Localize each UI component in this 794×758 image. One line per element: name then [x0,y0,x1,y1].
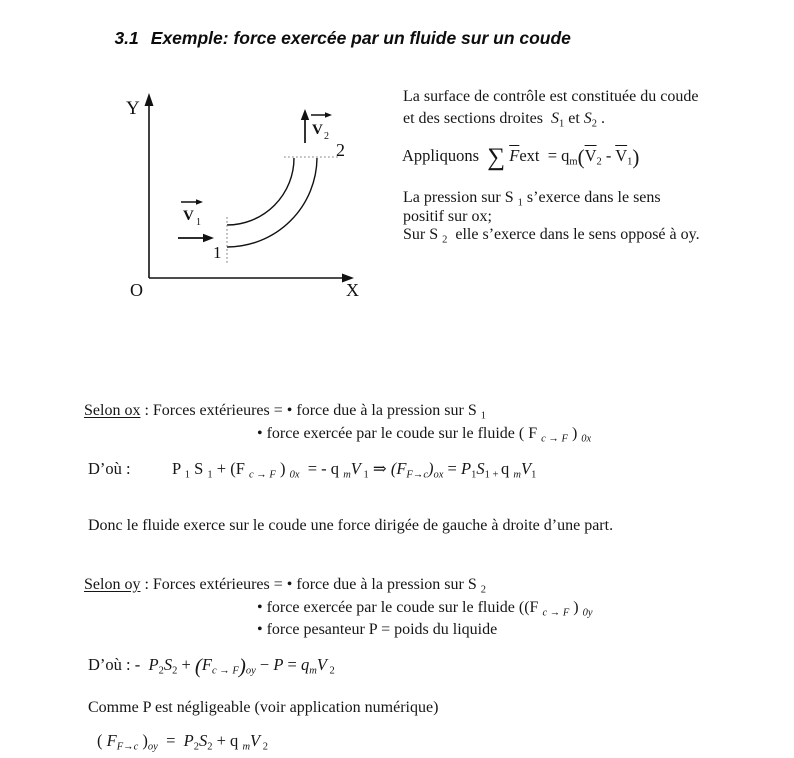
v1-flow-arrowhead-icon [203,234,214,242]
section-number: 3.1 [114,28,139,48]
v2-label-overarrow-head-icon [325,112,332,117]
origin-label: O [130,280,143,300]
dou-ox-equation: P $_1$ S $_1$ + (F $_{c \to F}$ ) $_{0x}$ = - q $_m$V $_1$ ⇒ $(F_{F\to c})_{ox} = P_1S_{1 +}$ q $_mV_1$ [172,459,537,481]
section-title-text: Exemple: force exercée par un fluide sur un coude [150,28,571,48]
v1-label-subscript: 1 [196,217,201,228]
y-axis-arrowhead-icon [145,93,154,106]
elbow-inner-wall-arc [227,158,294,225]
pressure-paragraph-line1: La pression sur S $_1$ s’exerce dans le sens [403,189,661,209]
elbow-outer-wall-arc [227,158,317,247]
v2-label: V [312,122,323,138]
selon-ox-line1: Selon ox : Forces extérieures = • force due à la pression sur S $_1$ [84,402,487,422]
donc-sentence: Donc le fluide exerce sur le coude une force dirigée de gauche à droite d’une part. [88,517,614,534]
v1-label: V [183,208,194,224]
pressure-paragraph-line2: positif sur ox; [403,208,492,225]
comme-sentence: Comme P est négligeable (voir application numérique) [88,699,439,716]
selon-ox-line2: • force exercée par le coude sur le fluide ( F $_{c \to F}$ ) $_{0x}$ [257,425,592,445]
pressure-paragraph-line3: Sur S $_2$ elle s’exerce dans le sens opposé à oy. [403,226,700,246]
v2-flow-arrowhead-icon [301,109,309,120]
selon-oy-line3: • force pesanteur P = poids du liquide [257,621,498,638]
elbow-diagram [110,90,370,305]
section2-label: 2 [336,140,345,160]
clipped-bottom-equation: ( $F_{F\to c}$ )$_{oy} = P_2S_2 + q$ $_m$V $_2$ [97,731,268,753]
selon-oy-line1: Selon oy : Forces extérieures = • force due à la pression sur S $_2$ [84,576,487,596]
section1-label: 1 [213,243,222,262]
v1-label-overarrow-head-icon [196,199,203,204]
section-heading [95,8,571,68]
surface-paragraph-line1: La surface de contrôle est constituée du coude [403,88,699,105]
dou-ox-label: D’où : [88,459,131,478]
surface-paragraph-line2: et des sections droites $S_1$ et $S_2$ . [403,110,606,130]
y-axis-label: Y [126,98,140,119]
dou-oy-equation: D’où : - $P_2S_2 + (F_{c \to F})_{oy} - P = q_mV$ $_2$ [88,654,335,678]
momentum-equation: Appliquons ∑ $\overline{F}ext = q_m(\overline{V}_2 - \overline{V}_1)$ [402,144,640,171]
selon-oy-line2: • force exercée par le coude sur le fluide ((F $_{c \to F}$ ) $_{0y}$ [257,599,593,619]
x-axis-label: X [346,280,359,300]
v2-label-subscript: 2 [324,131,329,142]
